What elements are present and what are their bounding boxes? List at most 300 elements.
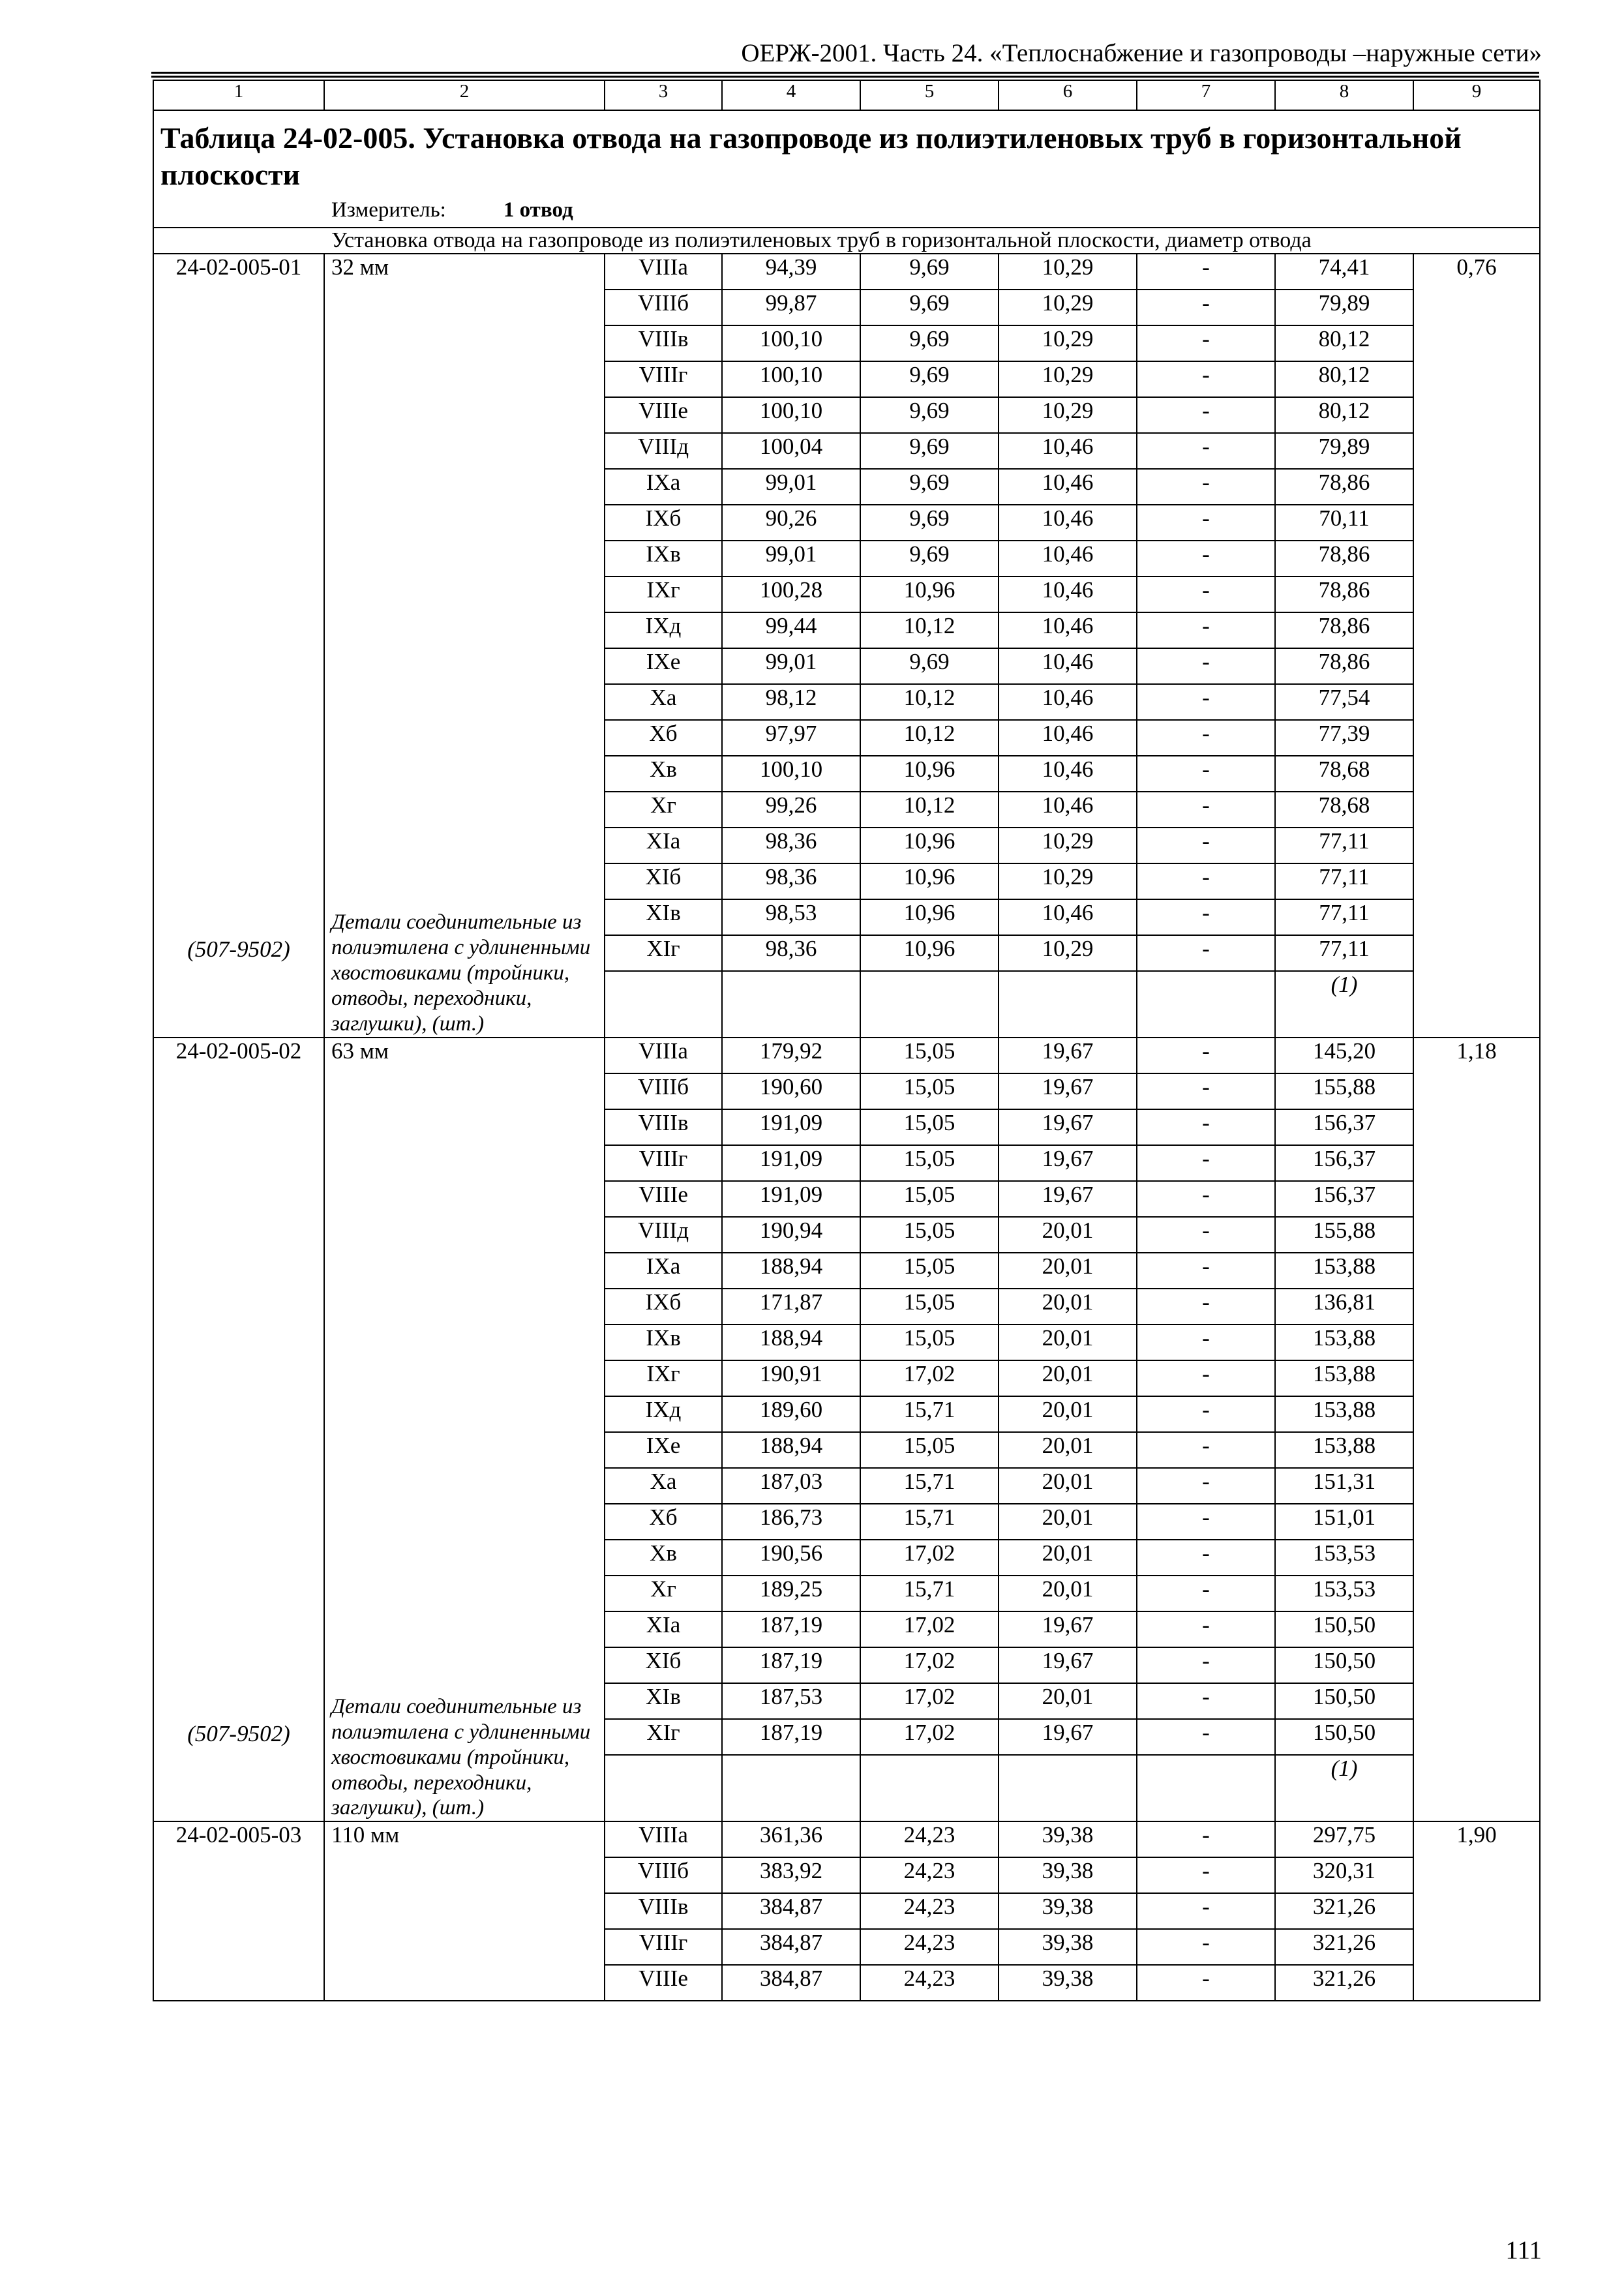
- value-cell: 77,54: [1275, 684, 1413, 720]
- value-cell: 9,69: [860, 433, 999, 469]
- value-cell: 9,69: [860, 325, 999, 361]
- value-cell: 321,26: [1275, 1965, 1413, 2001]
- value-cell: Xв: [605, 1540, 722, 1576]
- value-cell: 10,46: [999, 433, 1137, 469]
- column-number: 5: [860, 80, 999, 110]
- spacer: [331, 280, 597, 910]
- value-cell: XIв: [605, 899, 722, 935]
- value-cell: -: [1137, 756, 1275, 792]
- value-cell: IXб: [605, 1289, 722, 1324]
- value-cell: VIIIв: [605, 1109, 722, 1145]
- value-cell: Xа: [605, 684, 722, 720]
- value-cell: 150,50: [1275, 1719, 1413, 1755]
- value-cell: IXе: [605, 648, 722, 684]
- value-cell: 15,05: [860, 1217, 999, 1253]
- value-cell: 10,29: [999, 828, 1137, 863]
- value-cell: 80,12: [1275, 361, 1413, 397]
- value-cell: 19,67: [999, 1145, 1137, 1181]
- value-cell: 10,96: [860, 935, 999, 971]
- value-cell: 39,38: [999, 1965, 1137, 2001]
- value-cell: -: [1137, 1683, 1275, 1719]
- value-cell: 190,56: [722, 1540, 860, 1576]
- table-row: [153, 1821, 1540, 1857]
- section-heading-row: [153, 228, 1540, 254]
- value-cell: 320,31: [1275, 1857, 1413, 1893]
- value-cell: 19,67: [999, 1181, 1137, 1217]
- value-cell: -: [1137, 397, 1275, 433]
- value-cell: XIв: [605, 1683, 722, 1719]
- value-cell: 77,11: [1275, 828, 1413, 863]
- meter-line: [160, 198, 1533, 222]
- value-cell: 94,39: [722, 254, 860, 290]
- value-cell: -: [1137, 1540, 1275, 1576]
- value-cell: 187,19: [722, 1719, 860, 1755]
- material-note: Детали соединительные из полиэтилена с удлиненными хвостовиками (тройники, отводы, переходники, заглушки), (шт.): [331, 1694, 591, 1820]
- value-cell: -: [1137, 1109, 1275, 1145]
- value-cell: -: [1137, 1181, 1275, 1217]
- value-cell: -: [1137, 254, 1275, 290]
- value-cell: -: [1137, 325, 1275, 361]
- value-cell: 15,05: [860, 1073, 999, 1109]
- value-cell: 98,36: [722, 935, 860, 971]
- value-cell: 150,50: [1275, 1611, 1413, 1647]
- value-cell: 24,23: [860, 1857, 999, 1893]
- value-cell: -: [1137, 1576, 1275, 1611]
- value-cell: 79,89: [1275, 290, 1413, 325]
- value-cell: -: [1137, 1611, 1275, 1647]
- rate-code-cell: [153, 1821, 324, 2001]
- value-cell: 187,19: [722, 1647, 860, 1683]
- value-cell: 187,19: [722, 1611, 860, 1647]
- value-cell: IXд: [605, 612, 722, 648]
- value-cell: -: [1137, 863, 1275, 899]
- value-cell: Xб: [605, 1504, 722, 1540]
- value-cell: 145,20: [1275, 1038, 1413, 1073]
- value-cell: 321,26: [1275, 1929, 1413, 1965]
- value-cell: 153,88: [1275, 1360, 1413, 1396]
- value-cell: 98,12: [722, 684, 860, 720]
- value-cell: 77,11: [1275, 935, 1413, 971]
- value-cell: 10,12: [860, 684, 999, 720]
- value-cell: 19,67: [999, 1038, 1137, 1073]
- empty-cell: [999, 1755, 1137, 1821]
- value-cell: 15,71: [860, 1396, 999, 1432]
- value-cell: -: [1137, 1396, 1275, 1432]
- table-row: [153, 1038, 1540, 1073]
- value-cell: 156,37: [1275, 1145, 1413, 1181]
- value-cell: -: [1137, 1253, 1275, 1289]
- value-cell: VIIIв: [605, 325, 722, 361]
- value-cell: 153,53: [1275, 1540, 1413, 1576]
- rate-code: 24-02-005-01: [175, 254, 302, 280]
- value-cell: 10,96: [860, 899, 999, 935]
- value-cell: 77,11: [1275, 863, 1413, 899]
- value-cell: 78,68: [1275, 792, 1413, 828]
- value-cell: 39,38: [999, 1893, 1137, 1929]
- value-cell: 39,38: [999, 1821, 1137, 1857]
- value-cell: 17,02: [860, 1647, 999, 1683]
- value-cell: 100,04: [722, 433, 860, 469]
- value-cell: 15,05: [860, 1038, 999, 1073]
- value-cell: 15,05: [860, 1324, 999, 1360]
- section-heading: Установка отвода на газопроводе из полиэтиленовых труб в горизонтальной плоскости, диаметр отвода: [153, 228, 1540, 254]
- value-cell: 153,88: [1275, 1324, 1413, 1360]
- value-cell: 100,10: [722, 361, 860, 397]
- column-number-row: [153, 80, 1540, 110]
- value-cell: 79,89: [1275, 433, 1413, 469]
- value-cell: -: [1137, 469, 1275, 505]
- value-cell: 10,29: [999, 935, 1137, 971]
- value-cell: 10,46: [999, 720, 1137, 756]
- value-cell: XIа: [605, 1611, 722, 1647]
- value-cell: 20,01: [999, 1683, 1137, 1719]
- value-cell: 39,38: [999, 1929, 1137, 1965]
- value-cell: 20,01: [999, 1217, 1137, 1253]
- value-cell: 20,01: [999, 1432, 1137, 1468]
- value-cell: 150,50: [1275, 1683, 1413, 1719]
- value-cell: 20,01: [999, 1360, 1137, 1396]
- value-cell: XIг: [605, 1719, 722, 1755]
- column-9-value: 1,90: [1413, 1821, 1540, 2001]
- value-cell: 10,12: [860, 720, 999, 756]
- value-cell: VIIIг: [605, 1929, 722, 1965]
- value-cell: 15,05: [860, 1289, 999, 1324]
- value-cell: 78,86: [1275, 541, 1413, 576]
- spacer: [331, 1064, 597, 1694]
- column-number: 2: [324, 80, 605, 110]
- value-cell: VIIIг: [605, 361, 722, 397]
- empty-cell: [1137, 971, 1275, 1038]
- value-cell: -: [1137, 505, 1275, 541]
- empty-cell: [860, 1755, 999, 1821]
- value-cell: Xв: [605, 756, 722, 792]
- value-cell: 10,46: [999, 648, 1137, 684]
- value-cell: 80,12: [1275, 397, 1413, 433]
- material-reference: (507-9502): [187, 1720, 290, 1746]
- spacer: [160, 1064, 317, 1721]
- value-cell: 171,87: [722, 1289, 860, 1324]
- value-cell: 20,01: [999, 1576, 1137, 1611]
- meter-label: Измеритель:: [331, 198, 446, 222]
- value-cell: 74,41: [1275, 254, 1413, 290]
- value-cell: 17,02: [860, 1540, 999, 1576]
- value-cell: -: [1137, 1965, 1275, 2001]
- material-note: Детали соединительные из полиэтилена с удлиненными хвостовиками (тройники, отводы, переходники, заглушки), (шт.): [331, 910, 591, 1036]
- value-cell: 153,53: [1275, 1576, 1413, 1611]
- value-cell: 20,01: [999, 1396, 1137, 1432]
- value-cell: 99,26: [722, 792, 860, 828]
- value-cell: 10,46: [999, 899, 1137, 935]
- empty-cell: [605, 971, 722, 1038]
- value-cell: 10,96: [860, 828, 999, 863]
- column-number: 1: [153, 80, 324, 110]
- page-number: 111: [1505, 2236, 1542, 2264]
- value-cell: VIIIв: [605, 1893, 722, 1929]
- value-cell: 190,94: [722, 1217, 860, 1253]
- running-header: ОЕРЖ-2001. Часть 24. «Теплоснабжение и газопроводы –наружные сети»: [741, 39, 1542, 67]
- pipe-diameter: 110 мм: [331, 1822, 400, 1848]
- value-cell: -: [1137, 1821, 1275, 1857]
- value-cell: 19,67: [999, 1611, 1137, 1647]
- value-cell: 15,05: [860, 1145, 999, 1181]
- value-cell: 15,05: [860, 1109, 999, 1145]
- value-cell: 10,29: [999, 325, 1137, 361]
- value-cell: 191,09: [722, 1181, 860, 1217]
- value-cell: 188,94: [722, 1253, 860, 1289]
- value-cell: 78,86: [1275, 612, 1413, 648]
- value-cell: 9,69: [860, 361, 999, 397]
- value-cell: 15,71: [860, 1468, 999, 1504]
- value-cell: 15,05: [860, 1432, 999, 1468]
- pipe-diameter: 63 мм: [331, 1038, 389, 1064]
- value-cell: XIб: [605, 863, 722, 899]
- value-cell: 10,46: [999, 684, 1137, 720]
- value-cell: 190,91: [722, 1360, 860, 1396]
- value-cell: 190,60: [722, 1073, 860, 1109]
- value-cell: 17,02: [860, 1683, 999, 1719]
- value-cell: -: [1137, 792, 1275, 828]
- value-cell: Xб: [605, 720, 722, 756]
- value-cell: VIIIе: [605, 1181, 722, 1217]
- empty-cell: [722, 1755, 860, 1821]
- table-title-row: [153, 110, 1540, 228]
- value-cell: 80,12: [1275, 325, 1413, 361]
- value-cell: 9,69: [860, 505, 999, 541]
- value-cell: -: [1137, 648, 1275, 684]
- value-cell: 189,60: [722, 1396, 860, 1432]
- value-cell: -: [1137, 899, 1275, 935]
- value-cell: 98,36: [722, 828, 860, 863]
- value-cell: VIIIб: [605, 1073, 722, 1109]
- value-cell: -: [1137, 1432, 1275, 1468]
- value-cell: 384,87: [722, 1965, 860, 2001]
- value-cell: 99,01: [722, 469, 860, 505]
- material-reference: (507-9502): [187, 936, 290, 963]
- value-cell: VIIIа: [605, 254, 722, 290]
- header-rule: [151, 76, 1539, 78]
- value-cell: IXа: [605, 1253, 722, 1289]
- value-cell: IXв: [605, 1324, 722, 1360]
- value-cell: 15,05: [860, 1253, 999, 1289]
- value-cell: 9,69: [860, 254, 999, 290]
- description-cell: [324, 1821, 605, 2001]
- value-cell: 188,94: [722, 1432, 860, 1468]
- value-cell: 179,92: [722, 1038, 860, 1073]
- value-cell: 10,96: [860, 576, 999, 612]
- value-cell: 156,37: [1275, 1181, 1413, 1217]
- value-cell: VIIIд: [605, 433, 722, 469]
- column-number: 9: [1413, 80, 1540, 110]
- value-cell: 156,37: [1275, 1109, 1413, 1145]
- value-cell: -: [1137, 1893, 1275, 1929]
- value-cell: 24,23: [860, 1965, 999, 2001]
- value-cell: -: [1137, 720, 1275, 756]
- value-cell: 10,29: [999, 361, 1137, 397]
- value-cell: 17,02: [860, 1360, 999, 1396]
- value-cell: 10,46: [999, 612, 1137, 648]
- value-cell: 100,10: [722, 325, 860, 361]
- value-cell: 189,25: [722, 1576, 860, 1611]
- value-cell: 78,86: [1275, 648, 1413, 684]
- value-cell: Xг: [605, 1576, 722, 1611]
- value-cell: VIIIе: [605, 1965, 722, 2001]
- meter-value: 1 отвод: [503, 198, 573, 222]
- value-cell: 10,46: [999, 469, 1137, 505]
- rate-code: 24-02-005-02: [175, 1038, 302, 1064]
- value-cell: 19,67: [999, 1109, 1137, 1145]
- value-cell: 10,29: [999, 397, 1137, 433]
- value-cell: 187,03: [722, 1468, 860, 1504]
- value-cell: 151,31: [1275, 1468, 1413, 1504]
- value-cell: 10,96: [860, 756, 999, 792]
- empty-cell: [999, 971, 1137, 1038]
- column-number: 3: [605, 80, 722, 110]
- value-cell: -: [1137, 361, 1275, 397]
- value-cell: VIIIг: [605, 1145, 722, 1181]
- value-cell: 10,46: [999, 792, 1137, 828]
- value-cell: 20,01: [999, 1289, 1137, 1324]
- value-cell: 153,88: [1275, 1432, 1413, 1468]
- value-cell: IXе: [605, 1432, 722, 1468]
- value-cell: 10,12: [860, 612, 999, 648]
- value-cell: VIIIб: [605, 290, 722, 325]
- value-cell: IXг: [605, 1360, 722, 1396]
- value-cell: 100,10: [722, 397, 860, 433]
- value-cell: 15,05: [860, 1181, 999, 1217]
- value-cell: -: [1137, 1145, 1275, 1181]
- value-cell: -: [1137, 433, 1275, 469]
- value-cell: 17,02: [860, 1611, 999, 1647]
- column-number: 4: [722, 80, 860, 110]
- value-cell: -: [1137, 1038, 1275, 1073]
- value-cell: 98,36: [722, 863, 860, 899]
- value-cell: 136,81: [1275, 1289, 1413, 1324]
- rate-code-cell: [153, 1038, 324, 1821]
- value-cell: -: [1137, 1073, 1275, 1109]
- value-cell: IXв: [605, 541, 722, 576]
- pipe-diameter: 32 мм: [331, 254, 389, 280]
- value-cell: 321,26: [1275, 1893, 1413, 1929]
- value-cell: 151,01: [1275, 1504, 1413, 1540]
- value-cell: Xа: [605, 1468, 722, 1504]
- value-cell: 9,69: [860, 290, 999, 325]
- value-cell: 15,71: [860, 1504, 999, 1540]
- value-cell: 19,67: [999, 1073, 1137, 1109]
- value-cell: -: [1137, 684, 1275, 720]
- value-cell: VIIIа: [605, 1821, 722, 1857]
- value-cell: 24,23: [860, 1893, 999, 1929]
- value-cell: 9,69: [860, 469, 999, 505]
- value-cell: 78,68: [1275, 756, 1413, 792]
- value-cell: 9,69: [860, 397, 999, 433]
- value-cell: 17,02: [860, 1719, 999, 1755]
- rates-table: [153, 80, 1541, 2001]
- value-cell: -: [1137, 1719, 1275, 1755]
- empty-cell: [605, 1755, 722, 1821]
- value-cell: 361,36: [722, 1821, 860, 1857]
- value-cell: IXг: [605, 576, 722, 612]
- description-cell: [324, 254, 605, 1038]
- value-cell: 99,01: [722, 648, 860, 684]
- value-cell: -: [1137, 828, 1275, 863]
- value-cell: XIа: [605, 828, 722, 863]
- column-9-value: 1,18: [1413, 1038, 1540, 1821]
- value-cell: 153,88: [1275, 1253, 1413, 1289]
- value-cell: XIб: [605, 1647, 722, 1683]
- value-cell: -: [1137, 1360, 1275, 1396]
- value-cell: 155,88: [1275, 1217, 1413, 1253]
- value-cell: 99,44: [722, 612, 860, 648]
- value-cell: 10,29: [999, 254, 1137, 290]
- value-cell: VIIIб: [605, 1857, 722, 1893]
- value-cell: 10,29: [999, 863, 1137, 899]
- value-cell: -: [1137, 612, 1275, 648]
- value-cell: 187,53: [722, 1683, 860, 1719]
- empty-cell: [722, 971, 860, 1038]
- value-cell: 99,87: [722, 290, 860, 325]
- value-cell: 383,92: [722, 1857, 860, 1893]
- value-cell: 191,09: [722, 1109, 860, 1145]
- value-cell: 188,94: [722, 1324, 860, 1360]
- value-cell: VIIIе: [605, 397, 722, 433]
- value-cell: 297,75: [1275, 1821, 1413, 1857]
- value-cell: 10,46: [999, 541, 1137, 576]
- value-cell: 90,26: [722, 505, 860, 541]
- value-cell: -: [1137, 541, 1275, 576]
- value-cell: 20,01: [999, 1253, 1137, 1289]
- value-cell: XIг: [605, 935, 722, 971]
- table-title: Таблица 24-02-005. Установка отвода на газопроводе из полиэтиленовых труб в горизонтальной плоскости: [160, 121, 1462, 192]
- value-cell: 384,87: [722, 1893, 860, 1929]
- rate-code: 24-02-005-03: [175, 1822, 302, 1848]
- value-cell: 384,87: [722, 1929, 860, 1965]
- value-cell: 20,01: [999, 1540, 1137, 1576]
- value-cell: -: [1137, 1289, 1275, 1324]
- value-cell: 39,38: [999, 1857, 1137, 1893]
- value-cell: IXб: [605, 505, 722, 541]
- value-cell: 10,46: [999, 505, 1137, 541]
- value-cell: -: [1137, 1857, 1275, 1893]
- value-cell: 78,86: [1275, 576, 1413, 612]
- value-cell: 100,28: [722, 576, 860, 612]
- value-cell: Xг: [605, 792, 722, 828]
- empty-cell: [1137, 1755, 1275, 1821]
- value-cell: 9,69: [860, 648, 999, 684]
- value-cell: 150,50: [1275, 1647, 1413, 1683]
- column-number: 8: [1275, 80, 1413, 110]
- value-cell: IXд: [605, 1396, 722, 1432]
- value-cell: -: [1137, 935, 1275, 971]
- value-cell: 186,73: [722, 1504, 860, 1540]
- header-rule: [151, 72, 1539, 74]
- value-cell: -: [1137, 1324, 1275, 1360]
- value-cell: 70,11: [1275, 505, 1413, 541]
- value-cell: 15,71: [860, 1576, 999, 1611]
- table-title-cell: [153, 110, 1540, 228]
- value-cell: 10,46: [999, 576, 1137, 612]
- value-cell: 19,67: [999, 1647, 1137, 1683]
- spacer: [160, 280, 317, 936]
- value-cell: 24,23: [860, 1929, 999, 1965]
- value-cell: 9,69: [860, 541, 999, 576]
- value-cell: 10,12: [860, 792, 999, 828]
- value-cell: 100,10: [722, 756, 860, 792]
- value-cell: 77,11: [1275, 899, 1413, 935]
- value-cell: VIIIд: [605, 1217, 722, 1253]
- rate-code-cell: [153, 254, 324, 1038]
- material-quantity: (1): [1275, 1755, 1413, 1821]
- value-cell: 153,88: [1275, 1396, 1413, 1432]
